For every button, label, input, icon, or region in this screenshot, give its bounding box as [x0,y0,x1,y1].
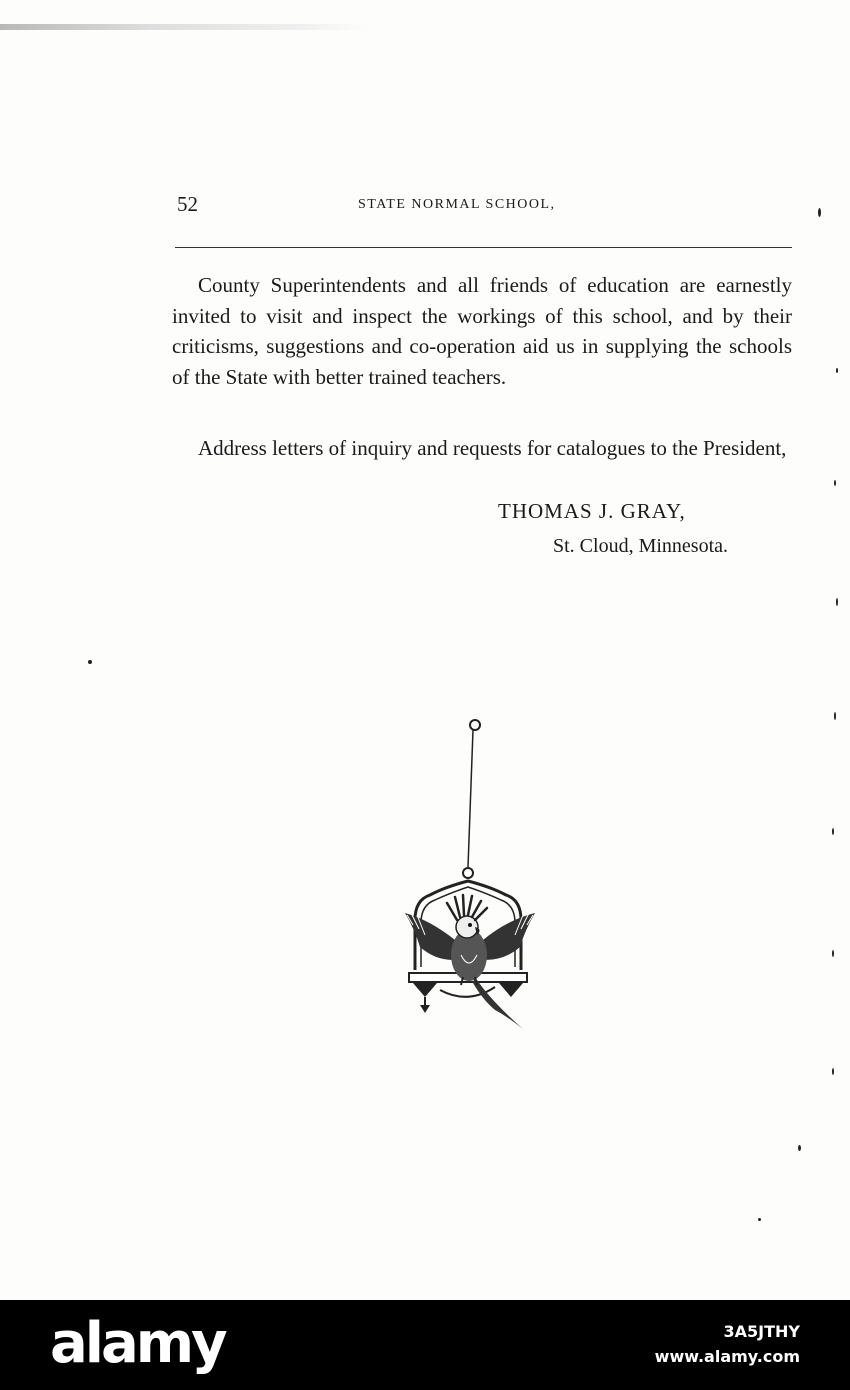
body-paragraph-2: Address letters of inquiry and requests for catalogues to the President, [198,436,787,460]
signature-place: St. Cloud, Minnesota. [553,535,729,557]
signature-name: THOMAS J. GRAY, [498,499,686,523]
body-paragraph-1: County Superintendents and all friends of education are earnestly invited to visit and inspect the workings of this school, and by their criticisms, suggestions and co-operation aid us in supplying the schools of the State with better trained teachers. [172,273,792,389]
watermark-logo: alamy [50,1311,225,1376]
header-rule [175,247,792,248]
scan-smudge [0,24,370,30]
image-id: 3A5JTHY [723,1322,800,1341]
page-number: 52 [177,192,198,216]
parrot-on-perch-icon [395,715,545,1035]
running-head: STATE NORMAL SCHOOL, [358,197,556,212]
watermark-site: www.alamy.com [654,1347,800,1366]
